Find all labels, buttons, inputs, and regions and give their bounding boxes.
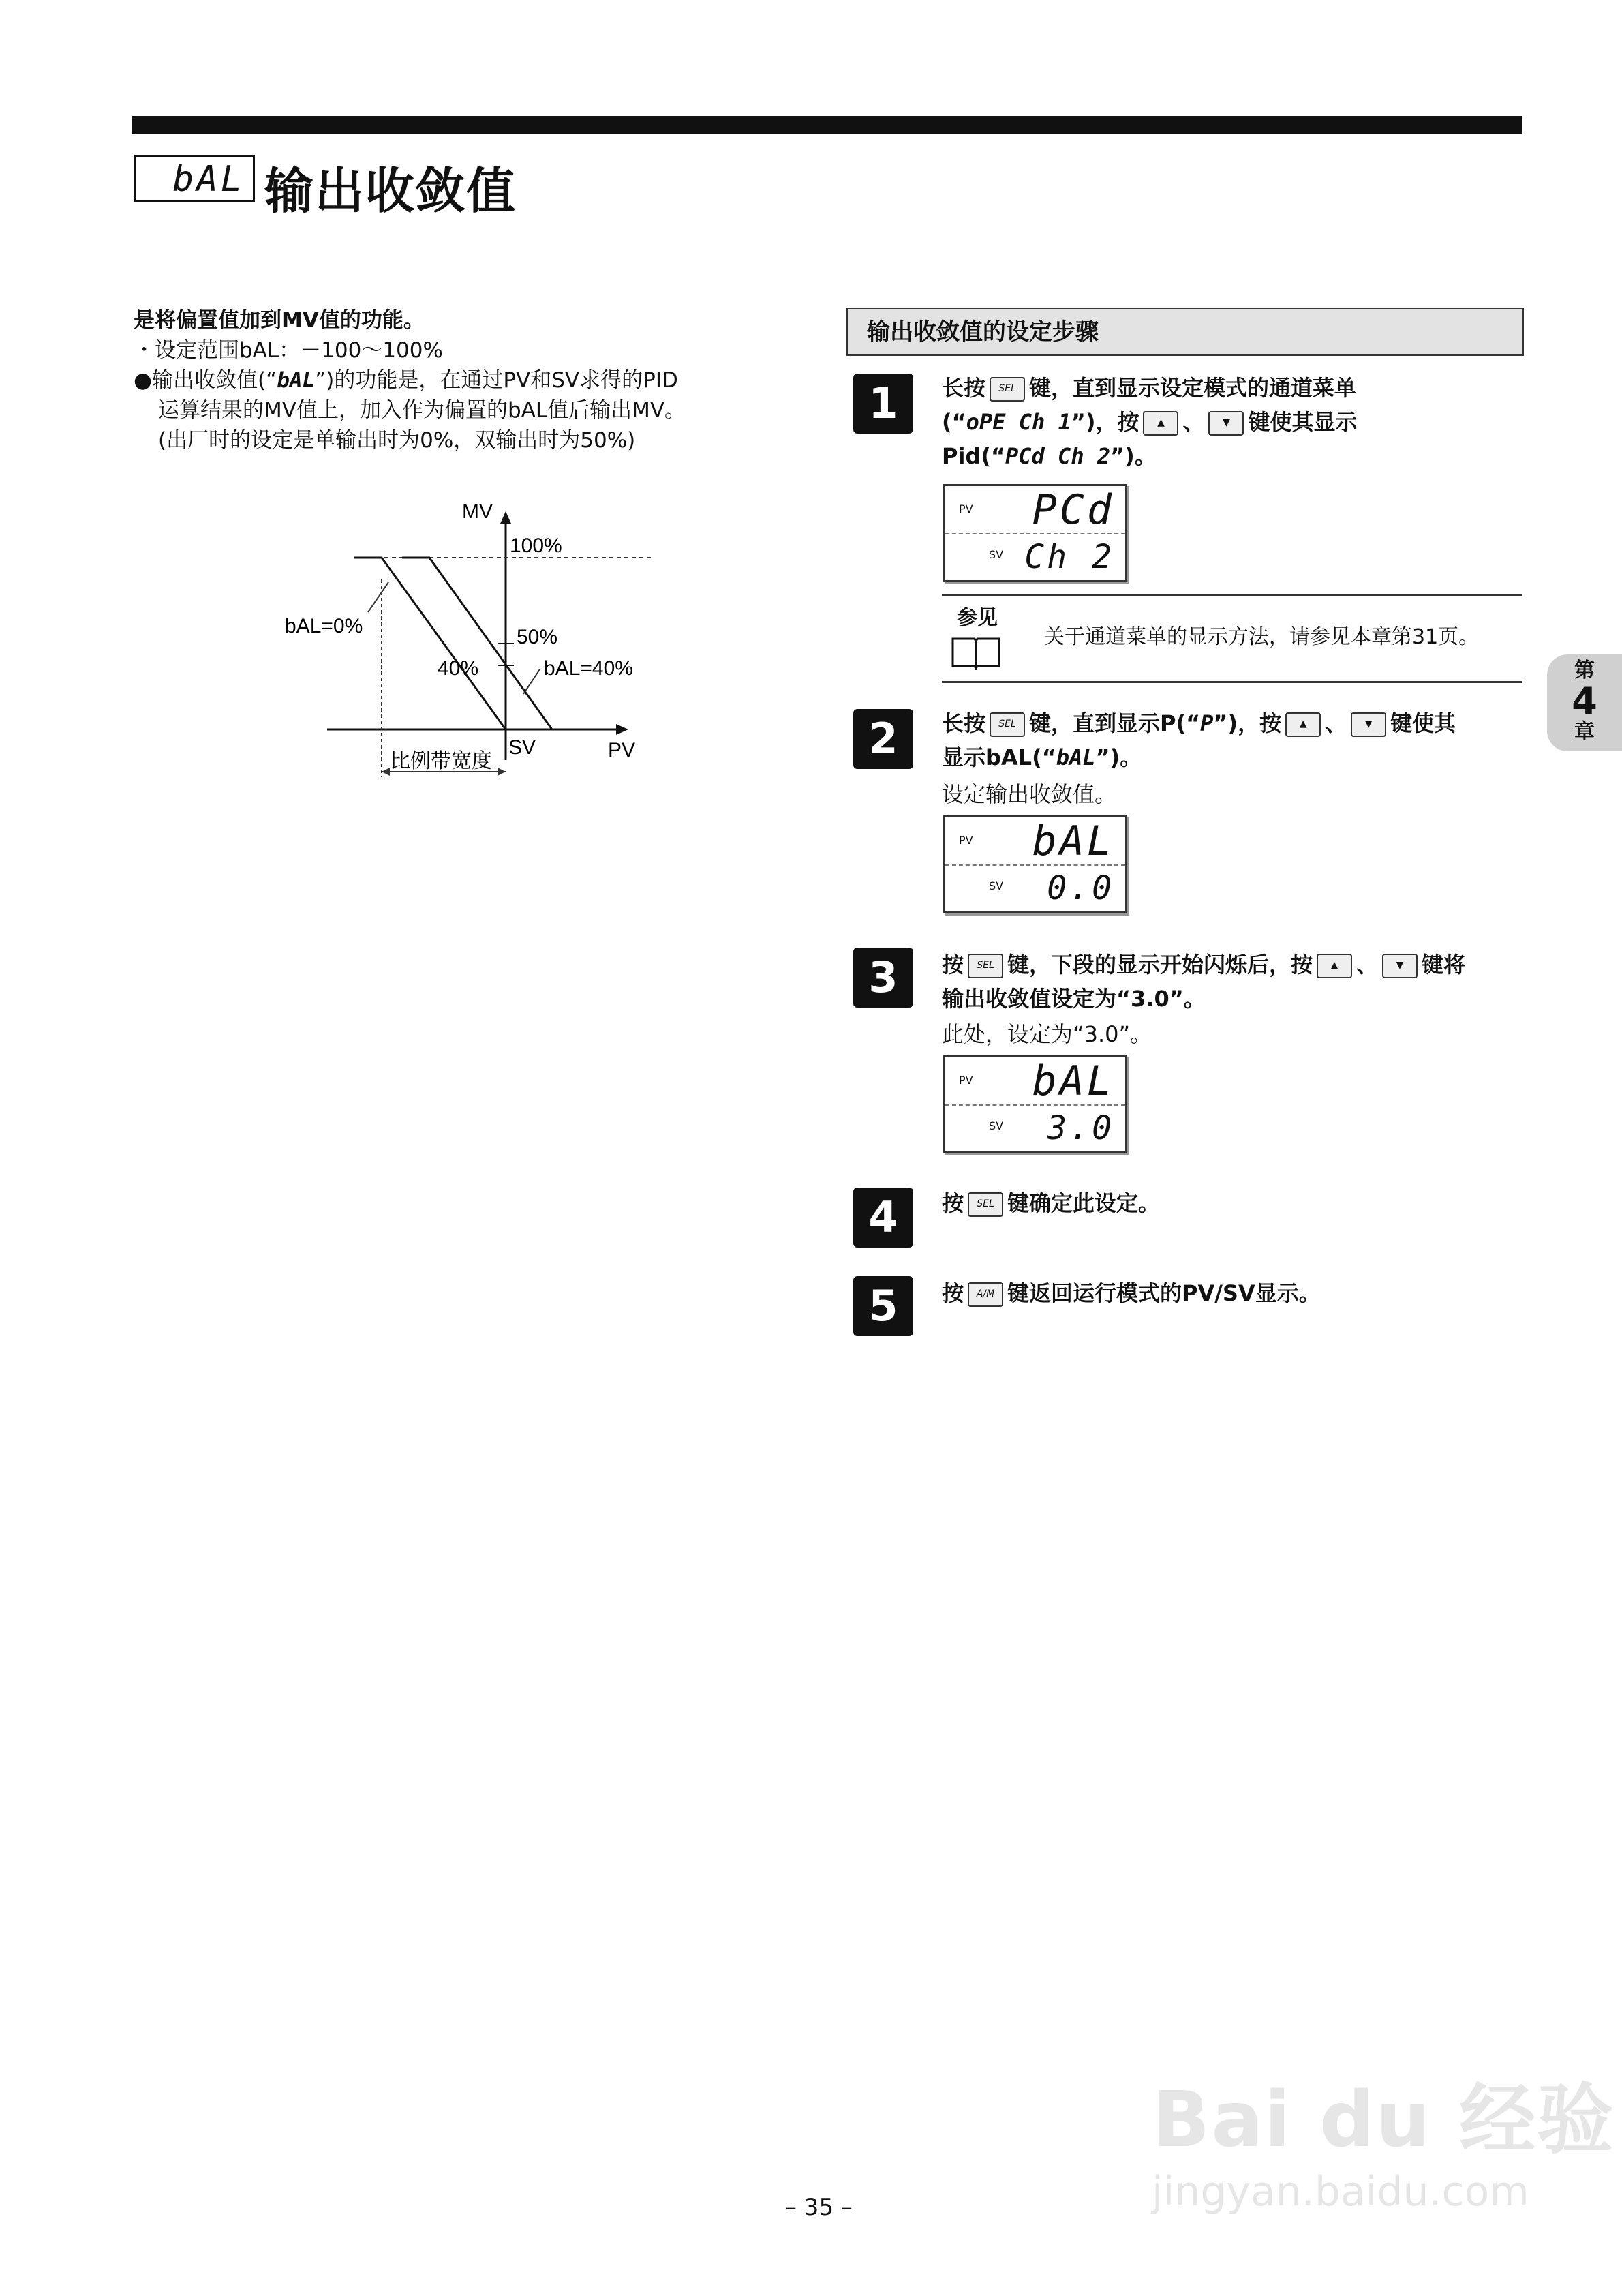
top-rule xyxy=(132,116,1522,134)
chapter-c1: 第 xyxy=(1574,659,1595,682)
legend-bal0: bAL=0% xyxy=(285,615,363,637)
step-3-t1: 按 xyxy=(942,952,964,978)
band-arrowhead-left xyxy=(382,768,390,776)
step-3-t2: 键，下段的显示开始闪烁后，按 xyxy=(1007,952,1313,978)
reference-text: 关于通道菜单的显示方法，请参见本章第31页。 xyxy=(1044,625,1480,649)
tick-label-40: 40% xyxy=(438,657,479,680)
up-key-icon: ▲ xyxy=(1317,954,1352,978)
am-key-icon: A/M xyxy=(968,1282,1003,1307)
step-1-t7: Pid(“ xyxy=(942,443,1005,469)
y-axis-arrow xyxy=(500,511,511,524)
bullet-code: bAL xyxy=(277,368,316,393)
bullet-pre: ●输出收敛值(“ xyxy=(134,368,277,393)
step-3-text xyxy=(942,948,1514,1016)
pv-value: bAL xyxy=(1032,1057,1114,1105)
section-header: 输出收敛值的设定步骤 xyxy=(846,308,1524,356)
step-3-t4: 键将 xyxy=(1422,952,1466,978)
page-title: 输出收敛值 xyxy=(264,162,517,220)
step-1-t1: 长按 xyxy=(942,375,986,401)
step-5-t1: 按 xyxy=(942,1280,964,1306)
step-2-t3: ”)，按 xyxy=(1213,710,1282,736)
step-2-t1: 长按 xyxy=(942,710,986,736)
step-1-code1: oPE Ch 1 xyxy=(966,409,1071,435)
step-5-number: 5 xyxy=(853,1276,913,1336)
x-mark-sv: SV xyxy=(508,736,536,759)
step-1-t5: 、 xyxy=(1182,409,1205,435)
tick-label-50: 50% xyxy=(517,626,558,648)
pv-value: PCd xyxy=(1032,486,1114,534)
sv-label: SV xyxy=(989,879,1004,892)
step-5-t2: 键返回运行模式的PV/SV显示。 xyxy=(1007,1280,1321,1306)
chapter-number: 4 xyxy=(1572,680,1597,723)
series-line-bal0 xyxy=(354,558,506,729)
sv-value-blinking: 3.0 xyxy=(1047,1109,1114,1147)
intro-range: ・设定范围bAL：－100～100% xyxy=(134,338,443,363)
reference-label: 参见 xyxy=(957,606,998,630)
step-2-t5: 键使其 xyxy=(1390,710,1456,736)
title-code-box xyxy=(134,155,255,202)
step-2-t2: 键，直到显示P(“ xyxy=(1029,710,1201,736)
pv-label: PV xyxy=(959,1074,973,1087)
pv-label: PV xyxy=(959,834,973,847)
step-1-t2: 键，直到显示设定模式的通道菜单 xyxy=(1029,375,1357,401)
leader-bal0 xyxy=(368,582,388,612)
sel-key-icon: SEL xyxy=(968,1192,1003,1217)
step-1-code2: PCd Ch 2 xyxy=(1005,443,1111,469)
step-4-t1: 按 xyxy=(942,1190,964,1216)
tick-label-100: 100% xyxy=(510,534,562,557)
intro-lead: 是将偏置值加到MV值的功能。 xyxy=(134,308,425,333)
step-2-number: 2 xyxy=(853,709,913,769)
step-3-t3: 、 xyxy=(1356,952,1379,978)
sv-label: SV xyxy=(989,548,1004,561)
bal-chart xyxy=(273,491,682,791)
step-1-t3: (“ xyxy=(942,409,966,435)
step-4-text xyxy=(942,1186,1514,1220)
step-1-t4: ”)，按 xyxy=(1071,409,1139,435)
up-key-icon: ▲ xyxy=(1143,411,1178,436)
step-2-code2: bAL xyxy=(1056,744,1096,770)
x-axis-arrow xyxy=(616,724,628,735)
band-arrowhead-right xyxy=(498,768,506,776)
step-1-t6: 键使其显示 xyxy=(1248,409,1358,435)
step-3-number: 3 xyxy=(853,948,913,1008)
sel-key-icon: SEL xyxy=(968,954,1003,978)
up-key-icon: ▲ xyxy=(1285,712,1321,737)
step-3-lcd xyxy=(943,1055,1127,1153)
title-code: bAL xyxy=(172,159,245,200)
sel-key-icon: SEL xyxy=(990,712,1025,737)
intro-text xyxy=(134,305,822,455)
step-2-code1: P xyxy=(1200,710,1214,736)
down-key-icon: ▼ xyxy=(1208,411,1244,436)
watermark-logo: Bai du 经验 xyxy=(1152,2076,1615,2164)
down-key-icon: ▼ xyxy=(1351,712,1386,737)
step-2-t7: ”)。 xyxy=(1095,744,1142,770)
step-1-text xyxy=(942,371,1514,473)
sv-value: 0.0 xyxy=(1047,869,1114,907)
down-key-icon: ▼ xyxy=(1382,954,1418,978)
step-1-t8: ”)。 xyxy=(1110,443,1157,469)
step-2-t4: 、 xyxy=(1325,710,1347,736)
step-2-lcd xyxy=(943,815,1127,913)
x-axis-label: PV xyxy=(608,739,636,761)
step-2-sub: 设定输出收敛值。 xyxy=(942,781,1117,807)
step-3-sub: 此处，设定为“3.0”。 xyxy=(942,1021,1152,1047)
sel-key-icon: SEL xyxy=(990,377,1025,402)
bullet-post: ”)的功能是，在通过PV和SV求得的PID xyxy=(315,368,678,393)
step-4-t2: 键确定此设定。 xyxy=(1007,1190,1161,1216)
step-2-t6: 显示bAL(“ xyxy=(942,744,1056,770)
chapter-tab xyxy=(1547,654,1622,751)
reference-box xyxy=(942,594,1522,683)
step-2-text xyxy=(942,706,1514,774)
watermark-url: jingyan.baidu.com xyxy=(1152,2168,1529,2216)
pv-label: PV xyxy=(959,502,973,515)
intro-bullet xyxy=(134,365,822,395)
pv-value: bAL xyxy=(1032,817,1114,865)
step-3-t5: 输出收敛值设定为“3.0”。 xyxy=(942,986,1206,1012)
band-label: 比例带宽度 xyxy=(390,749,492,773)
step-1-number: 1 xyxy=(853,374,913,434)
sv-value: Ch 2 xyxy=(1024,538,1114,576)
step-5-text xyxy=(942,1276,1514,1310)
y-axis-label: MV xyxy=(462,500,493,523)
sv-label: SV xyxy=(989,1119,1004,1132)
book-icon xyxy=(950,635,1002,670)
leader-bal40 xyxy=(523,669,540,694)
legend-bal40: bAL=40% xyxy=(544,657,633,680)
step-1-lcd xyxy=(943,484,1127,582)
intro-line2: 运算结果的MV值上，加入作为偏置的bAL值后输出MV。 xyxy=(158,398,686,423)
step-4-number: 4 xyxy=(853,1188,913,1248)
page-number: – 35 – xyxy=(785,2194,853,2221)
intro-line3: (出厂时的设定是单输出时为0%，双输出时为50%) xyxy=(158,428,636,453)
chapter-c3: 章 xyxy=(1574,720,1595,744)
